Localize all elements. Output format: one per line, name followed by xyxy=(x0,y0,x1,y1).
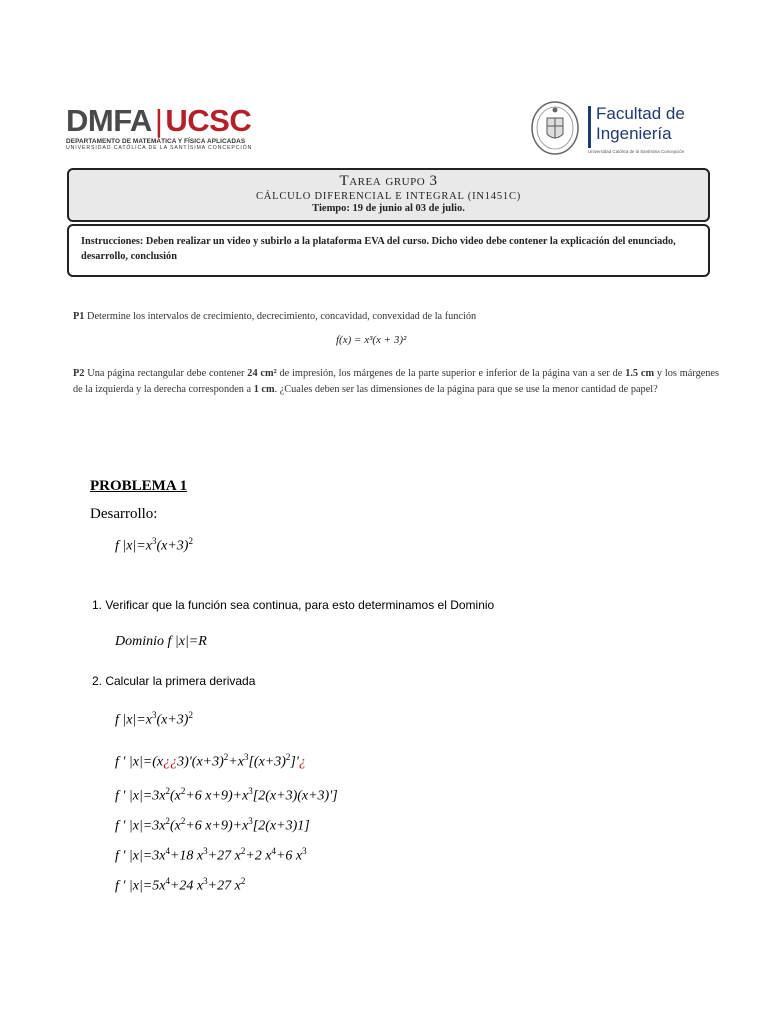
problem-1 xyxy=(73,309,713,325)
problem-2-label: P2 xyxy=(73,368,85,379)
problem-2-text-b: de impresión, los márgenes de la parte superior e inferior de la página van a ser de xyxy=(279,368,623,379)
instructions-box: Instrucciones: Deben realizar un video y subirlo a la plataforma EVA del curso. Dicho video debe contener la explicación del enunciado, desarrollo, conclusión xyxy=(67,224,710,277)
problem-2-text-c: y los márgenes de la izquierda y la derecha corresponden a xyxy=(73,368,720,395)
faculty-name-line2: Ingeniería xyxy=(596,124,672,143)
problem-2-text-a: Una página rectangular debe contener xyxy=(87,368,245,379)
problem-2 xyxy=(73,366,719,398)
equation-domain: Dominio f |x|=R xyxy=(115,634,207,649)
problem-1-text: Determine los intervalos de crecimiento, decrecimiento, concavidad, convexidad de la función xyxy=(87,311,477,322)
assignment-header-box xyxy=(67,168,710,222)
step-2-text: 2. Calcular la primera derivada xyxy=(92,674,256,688)
equation-derivative-5: f ' $|x|=5x^4+24$ $x^3+27$ $x^2$ xyxy=(115,876,246,894)
equation-derivative-4: f ' $|x|=3x^4+18$ $x^3+27$ $x^2+2$ $x^4+6$ $x^3$ xyxy=(115,846,307,864)
faculty-name-line1: Facultad de xyxy=(596,104,685,123)
problem-2-margin-1: 1.5 cm xyxy=(625,368,655,379)
faculty-logo xyxy=(530,98,720,160)
dmfa-ucsc-logo: DMFA|UCSC DEPARTAMENTO DE MATEMÁTICA Y FÍSICA APLICADAS UNIVERSIDAD CATÓLICA DE LA SANTÍSIMA CONCEPCIÓN xyxy=(66,104,266,158)
course-name: CÁLCULO DIFERENCIAL E INTEGRAL (IN1451C) xyxy=(255,191,522,202)
assignment-time: Tiempo: 19 de junio al 03 de julio. xyxy=(312,203,465,214)
dmfa-university-name: UNIVERSIDAD CATÓLICA DE LA SANTÍSIMA CONCEPCIÓN xyxy=(66,145,253,151)
faculty-logo-bar xyxy=(588,106,591,148)
dmfa-logo-text: DMFA xyxy=(66,103,152,138)
equation-derivative-1: f ' $|x|=(x¿¿3)'(x+3)^2+x^3[(x+3)^2]'¿$ xyxy=(115,752,306,770)
faculty-logo-text xyxy=(596,104,685,144)
solution-heading: PROBLEMA 1 xyxy=(90,478,188,494)
problem-1-formula: f(x) = x³(x + 3)² xyxy=(336,334,407,346)
problem-1-label: P1 xyxy=(73,311,85,322)
problem-2-margin-2: 1 cm xyxy=(253,384,275,395)
equation-derivative-2: f ' $|x|=3x^2(x^2+6$ $x+9)+x^3[2(x+3)(x+3)']$ xyxy=(115,786,338,804)
equation-function-repeat: f $|x|=x^3(x+3)^2$ xyxy=(115,710,193,728)
dmfa-department-name: DEPARTAMENTO DE MATEMÁTICA Y FÍSICA APLICADAS xyxy=(66,138,246,145)
equation-derivative-3: f ' $|x|=3x^2(x^2+6$ $x+9)+x^3[2(x+3)1]$ xyxy=(115,816,310,834)
equation-function: f $|x|=x^3(x+3)^2$ xyxy=(115,536,193,554)
solution-subheading: Desarrollo: xyxy=(90,506,158,522)
problem-2-area: 24 cm² xyxy=(247,368,277,379)
step-1-text: 1. Verificar que la función sea continua, para esto determinamos el Dominio xyxy=(92,598,495,612)
ucsc-logo-text: UCSC xyxy=(165,103,252,138)
faculty-tagline: Universidad Católica de la Santísima Concepción xyxy=(588,149,685,154)
assignment-title: Tarea grupo 3 xyxy=(339,173,438,189)
problem-2-text-d: . ¿Cuales deben ser las dimensiones de la página para que se use la menor cantidad de papel? xyxy=(274,384,658,395)
university-seal-icon xyxy=(530,98,580,158)
